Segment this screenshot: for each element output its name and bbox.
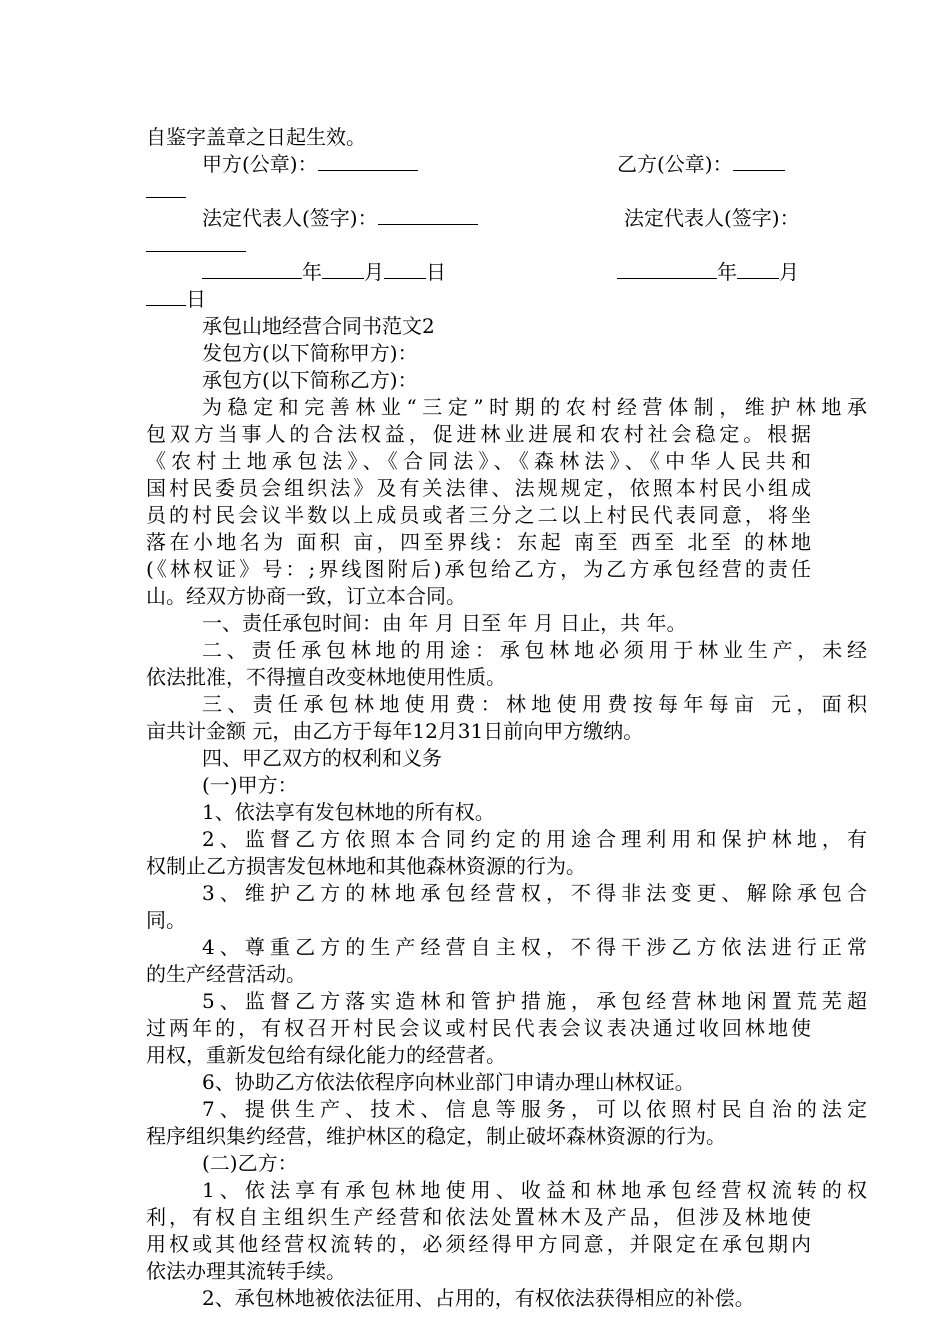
day-a-blank [384,260,426,279]
party-a-item-2-line: 权制止乙方损害发包林地和其他森林资源的行为。 [146,854,586,878]
party-b-seal-group [617,151,785,177]
party-b-heading: (二)乙方： [202,1151,298,1175]
contract-title: 承包山地经营合同书范文2 [202,314,435,338]
party-a-item-5-line: 5、监督乙方落实造林和管护措施，承包经营林地闲置荒芜超 [202,989,867,1013]
party-a-item-3-line: 3、维护乙方的林地承包经营权，不得非法变更、解除承包合 [202,881,867,905]
party-a-item-1: 1、依法享有发包林地的所有权。 [202,800,495,824]
party-b-seal-blank [733,152,785,171]
date-b-group [617,259,799,285]
party-a-item-4-line: 的生产经营活动。 [146,962,306,986]
party-a-item-2-line: 2、监督乙方依照本合同约定的用途合理利用和保护林地，有 [202,827,867,851]
party-a-item-3-line: 同。 [146,908,186,932]
year-b: 年 [717,260,737,284]
party-a-heading: (一)甲方： [202,773,298,797]
party-a-item-7-line: 程序组织集约经营，维护林区的稳定，制止破坏森林资源的行为。 [146,1124,726,1148]
party-a-item-4-line: 4、尊重乙方的生产经营自主权，不得干涉乙方依法进行正常 [202,935,867,959]
preamble-line: (《林权证》号：;界线图附后)承包给乙方，为乙方承包经营的责任 [146,557,811,581]
signature-row-rep [146,205,867,231]
party-a-item-7-line: 7、提供生产、技术、信息等服务，可以依照村民自治的法定 [202,1097,867,1121]
clause-2-line: 依法批准，不得擅自改变林地使用性质。 [146,665,506,689]
clause-4-heading: 四、甲乙双方的权利和义务 [202,746,442,770]
party-a-item-6: 6、协助乙方依法依程序向林业部门申请办理山林权证。 [202,1070,695,1094]
rep-a-blank [378,206,478,225]
party-a-seal-blank [318,152,418,171]
seal-blank-wrap [146,178,811,204]
employer-line: 发包方(以下简称甲方)： [202,341,418,365]
contractor-line: 承包方(以下简称乙方)： [202,368,418,392]
clause-1: 一、责任承包时间：由 年 月 日至 年 月 日止，共 年。 [202,611,687,635]
signature-row-date [146,259,867,285]
date-b-cont [146,286,811,312]
rep-b-blank [146,233,246,252]
preamble-line: 落在小地名为 面积 亩，四至界线：东起 南至 西至 北至 的林地 [146,530,811,554]
preamble-line: 为稳定和完善林业“三定”时期的农村经营体制，维护林地承 [202,395,867,419]
party-a-item-5-line: 过两年的，有权召开村民会议或村民代表会议表决通过收回林地使 [146,1016,811,1040]
effective-clause: 自鉴字盖章之日起生效。 [146,125,366,149]
month-a: 月 [364,260,384,284]
month-b: 月 [779,260,799,284]
party-a-item-5-line: 用权，重新发包给有绿化能力的经营者。 [146,1043,506,1067]
day-b: 日 [186,287,206,311]
day-a: 日 [426,260,446,284]
rep-blank-wrap [146,232,811,258]
preamble-line: 员的村民会议半数以上成员或者三分之二以上村民代表同意，将坐 [146,503,811,527]
day-b-blank [146,287,186,306]
party-b-item-1-line: 利，有权自主组织生产经营和依法处置林木及产品，但涉及林地使 [146,1205,811,1229]
party-b-item-1-line: 用权或其他经营权流转的，必须经得甲方同意，并限定在承包期内 [146,1232,811,1256]
clause-3-line: 三、责任承包林地使用费：林地使用费按每年每亩 元，面积 [202,692,867,716]
preamble-line: 山。经双方协商一致，订立本合同。 [146,584,466,608]
party-b-item-1-line: 1、依法享有承包林地使用、收益和林地承包经营权流转的权 [202,1178,867,1202]
preamble-line: 《农村土地承包法》、《合同法》、《森林法》、《中华人民共和 [146,449,811,473]
party-b-item-2: 2、承包林地被依法征用、占用的，有权依法获得相应的补偿。 [202,1286,755,1310]
clause-3-line: 亩共计金额 元，由乙方于每年12月31日前向甲方缴纳。 [146,719,644,743]
rep-b-label: 法定代表人(签字)： [624,206,800,230]
signature-row-seal [146,151,867,177]
month-b-blank [737,260,779,279]
preamble-line: 国村民委员会组织法》及有关法律、法规规定，依照本村民小组成 [146,476,811,500]
party-b-item-1-line: 依法办理其流转手续。 [146,1259,346,1283]
preamble-line: 包双方当事人的合法权益，促进林业进展和农村社会稳定。根据 [146,422,811,446]
year-a-blank [202,260,302,279]
party-b-seal-label: 乙方(公章)： [617,152,733,176]
clause-2-line: 二、责任承包林地的用途：承包林地必须用于林业生产，未经 [202,638,867,662]
year-b-blank [617,260,717,279]
party-a-seal-label: 甲方(公章)： [202,152,318,176]
year-a: 年 [302,260,322,284]
rep-a-label: 法定代表人(签字)： [202,206,378,230]
party-b-seal-blank-cont [146,179,186,198]
month-a-blank [322,260,364,279]
